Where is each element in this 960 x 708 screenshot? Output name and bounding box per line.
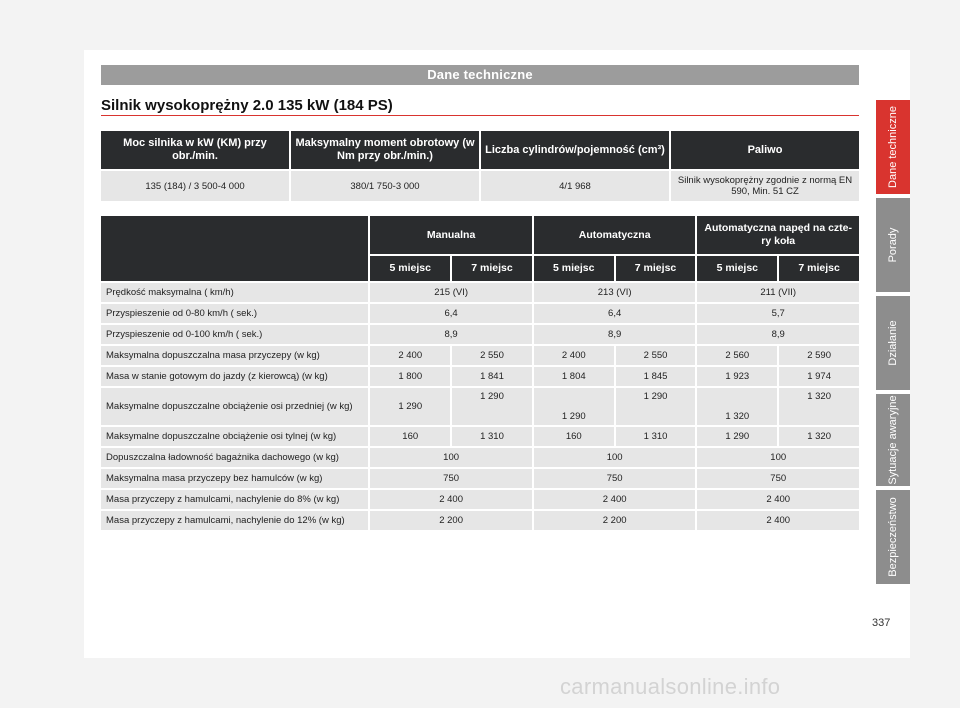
table-cell: 2 400 [370,346,450,365]
side-tab-label: Dane techniczne [887,106,899,188]
table-row [101,469,859,488]
table-cell: 100 [697,448,859,467]
side-tab-label: Porady [887,227,899,263]
side-tab-label: Działanie [887,320,899,366]
row-label: Przyspieszenie od 0-80 km/h ( sek.) [101,304,368,323]
table-cell: 1 290 [616,388,696,425]
row-label: Dopuszczalna ładowność bagażnika dachowego (w kg) [101,448,368,467]
row-label: Masa przyczepy z hamulcami, nachylenie do 8% (w kg) [101,490,368,509]
row-label: Maksymalna dopuszczalna masa przyczepy (w kg) [101,346,368,365]
table-cell: 2 560 [697,346,777,365]
table-cell: 1 310 [452,427,532,446]
engine-header-torque: Maksymalny moment obrotowy (w Nm przy obr./min.) [291,131,479,169]
engine-header-fuel: Paliwo [671,131,859,169]
table-cell: 2 400 [697,511,859,530]
page-number: 337 [872,617,891,629]
engine-subtitle: Silnik wysokoprężny 2.0 135 kW (184 PS) [101,97,393,114]
seats-header: 5 miejsc [534,256,614,281]
table-cell: 750 [697,469,859,488]
engine-value-torque: 380/1 750-3 000 [291,171,479,201]
engine-value-power: 135 (184) / 3 500-4 000 [101,171,289,201]
table-cell: 2 200 [370,511,532,530]
table-cell: 750 [370,469,532,488]
table-cell: 8,9 [370,325,532,344]
table-cell: 2 400 [697,490,859,509]
table-cell: 8,9 [697,325,859,344]
table-row [101,448,859,467]
table-cell: 1 290 [697,427,777,446]
engine-value-cylinders: 4/1 968 [481,171,669,201]
subtitle-underline [101,115,859,116]
table-cell: 2 400 [534,490,696,509]
row-label: Masa w stanie gotowym do jazdy (z kierowcą) (w kg) [101,367,368,386]
table-cell: 2 550 [616,346,696,365]
table-row [101,346,859,365]
row-label: Maksymalna masa przyczepy bez hamulców (w kg) [101,469,368,488]
side-tab-dzialanie[interactable] [876,296,910,390]
watermark: carmanualsonline.info [560,674,781,699]
table-cell: 1 974 [779,367,859,386]
spec-table [99,214,861,532]
table-cell: 8,9 [534,325,696,344]
table-cell: 1 320 [779,388,859,425]
side-tab-dane-techniczne[interactable] [876,100,910,194]
table-row [101,304,859,323]
row-label: Maksymalne dopuszczalne obciążenie osi przedniej (w kg) [101,388,368,425]
table-cell: 100 [370,448,532,467]
table-cell: 1 320 [697,388,777,425]
seats-header: 7 miejsc [616,256,696,281]
side-tab-sytuacje-awaryjne[interactable] [876,394,910,486]
table-cell: 213 (VI) [534,283,696,302]
table-row [101,325,859,344]
table-row [101,367,859,386]
spec-header-blank [101,216,368,281]
table-cell: 2 550 [452,346,532,365]
engine-header-cylinders [481,131,669,169]
row-label: Prędkość maksymalna ( km/h) [101,283,368,302]
table-cell: 1 841 [452,367,532,386]
table-cell: 1 310 [616,427,696,446]
table-cell: 5,7 [697,304,859,323]
table-cell: 2 200 [534,511,696,530]
table-cell: 160 [370,427,450,446]
group-header-automatic-4x4: Automatyczna napęd na czte-ry koła [697,216,859,254]
seats-header: 7 miejsc [452,256,532,281]
engine-header-power: Moc silnika w kW (KM) przy obr./min. [101,131,289,169]
seats-header: 5 miejsc [370,256,450,281]
table-cell: 2 400 [534,346,614,365]
table-cell: 6,4 [534,304,696,323]
side-tab-porady[interactable] [876,198,910,292]
table-cell: 1 320 [779,427,859,446]
section-header-band: Dane techniczne [101,65,859,85]
table-row [101,283,859,302]
table-cell: 215 (VI) [370,283,532,302]
seats-header: 7 miejsc [779,256,859,281]
row-label: Masa przyczepy z hamulcami, nachylenie do 12% (w kg) [101,511,368,530]
side-tab-label: Sytuacje awaryjne [887,395,899,485]
table-cell: 1 923 [697,367,777,386]
seats-header: 5 miejsc [697,256,777,281]
side-tab-label: Bezpieczeństwo [887,497,899,577]
row-label: Przyspieszenie od 0-100 km/h ( sek.) [101,325,368,344]
table-row [101,427,859,446]
engine-table [99,129,861,203]
table-row [101,388,859,425]
row-label: Maksymalne dopuszczalne obciążenie osi tylnej (w kg) [101,427,368,446]
table-cell: 2 590 [779,346,859,365]
table-cell: 1 845 [616,367,696,386]
table-row [101,490,859,509]
table-cell: 1 800 [370,367,450,386]
group-header-manual: Manualna [370,216,532,254]
table-cell: 211 (VII) [697,283,859,302]
side-tab-bezpieczenstwo[interactable] [876,490,910,584]
table-cell: 1 804 [534,367,614,386]
table-row [101,511,859,530]
table-cell: 1 290 [370,388,450,425]
table-cell: 750 [534,469,696,488]
table-cell: 2 400 [370,490,532,509]
group-header-automatic: Automatyczna [534,216,696,254]
table-cell: 6,4 [370,304,532,323]
table-cell: 160 [534,427,614,446]
cylinders-header-text: Liczba cylindrów/pojemność (cm³) [485,143,665,156]
table-cell: 100 [534,448,696,467]
table-cell: 1 290 [534,388,614,425]
table-cell: 1 290 [452,388,532,425]
engine-value-fuel: Silnik wysokoprężny zgodnie z normą EN 590, Min. 51 CZ [671,171,859,201]
